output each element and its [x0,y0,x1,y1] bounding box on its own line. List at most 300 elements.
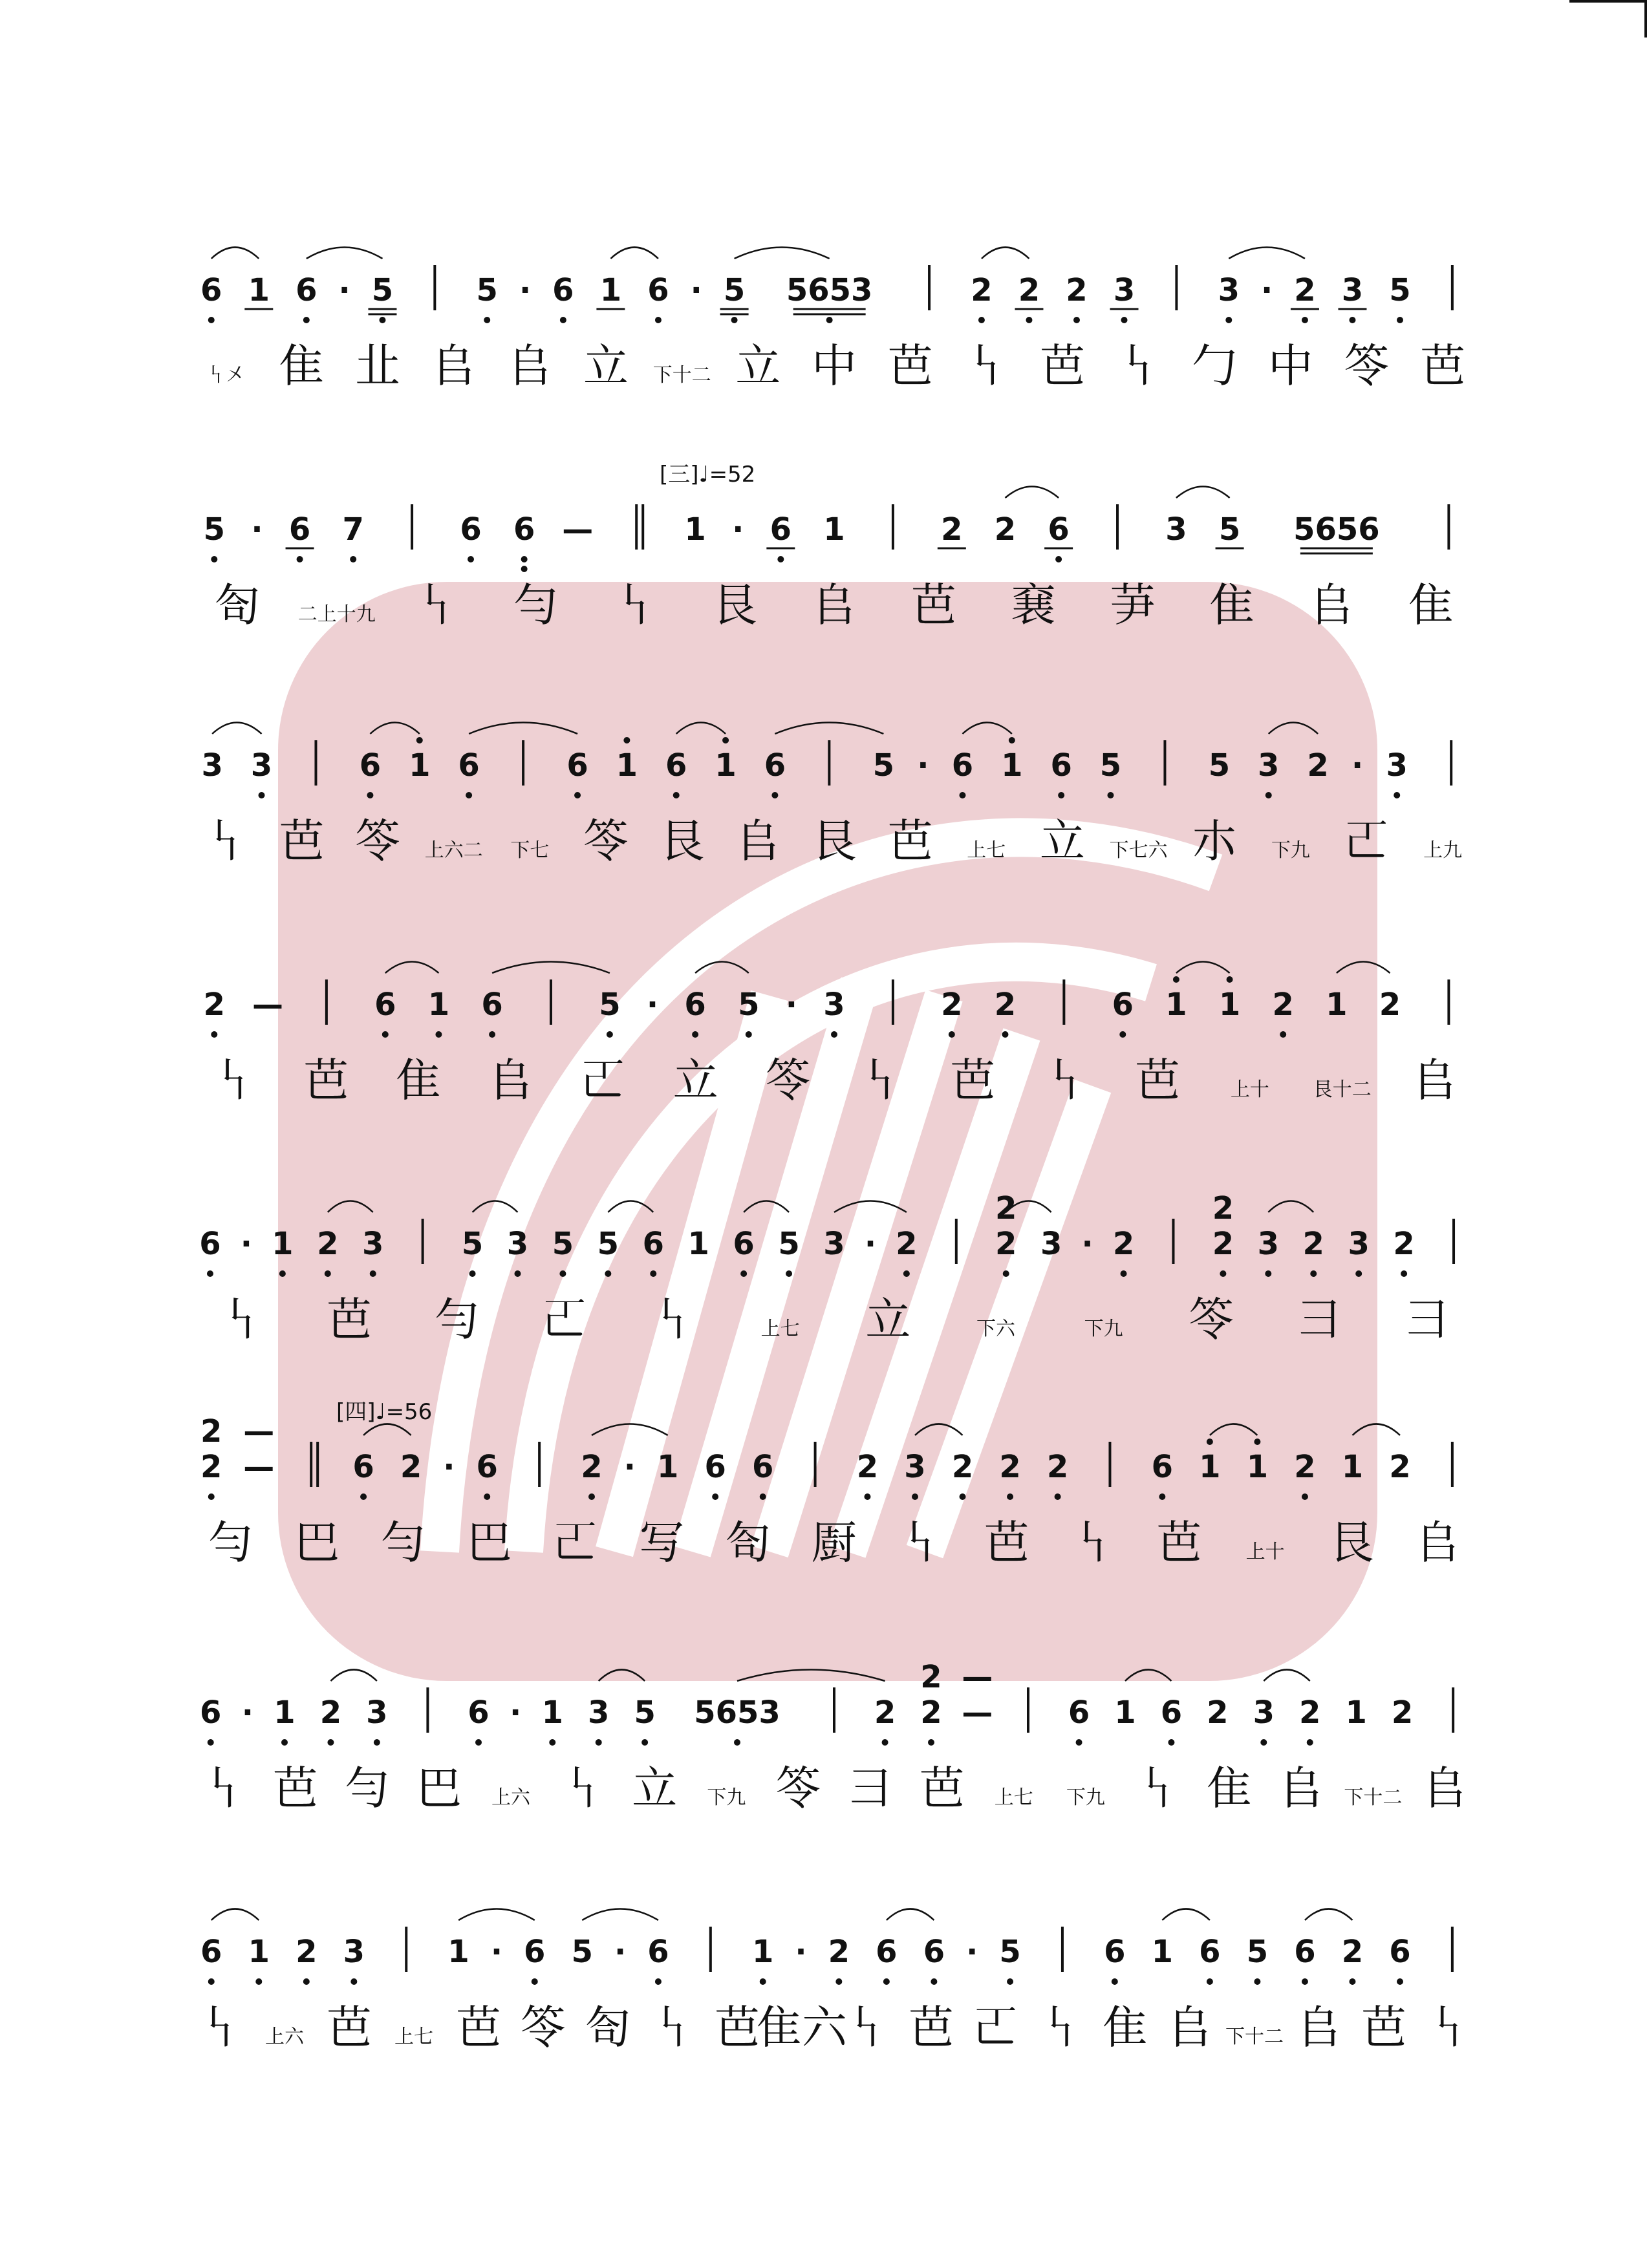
tablature-char: 𠃑 [844,2001,889,2054]
tablature-char: 𠃑 [197,2001,242,2054]
note: 5 [476,272,498,308]
tablature-char: 㐀 [355,339,401,392]
tablature-char: 芭 [272,1762,318,1815]
note: 6 [199,1226,221,1262]
octave-dot [1254,1978,1260,1985]
tablature-char: 上七 [760,1318,800,1340]
slur [473,1201,518,1213]
octave-dot [835,1978,842,1985]
slur [307,248,383,259]
note: 6 [1112,987,1134,1023]
octave-dot [255,1978,262,1985]
octave-dot [760,1493,766,1500]
note: 2 [856,1449,879,1485]
tablature-char: 𠂤 [735,815,781,868]
note: 3 [1386,747,1408,784]
octave-dot [831,1031,837,1038]
tablature-char: 𠂤 [1415,1516,1461,1569]
tablature-char: 隹 [396,1054,442,1107]
octave-dot [760,1978,766,1985]
note: 5 [1099,747,1122,784]
dash-mark: — [962,1695,993,1731]
octave-dot [826,317,833,323]
octave-dot [722,737,729,744]
octave-dot [1227,976,1233,983]
octave-dot [1026,317,1032,323]
octave-dot [370,1270,376,1277]
note: 6 [200,1934,222,1970]
tablature-char: 下九 [1066,1786,1105,1809]
slur [492,962,610,974]
note: 1 [687,1226,709,1262]
rhythm-dot: · [795,1934,807,1970]
octave-dot [1002,1031,1008,1038]
note: 1 [1165,987,1187,1023]
note: 3 [343,1934,365,1970]
octave-dot [574,792,581,798]
tablature-char: 上七 [967,839,1006,862]
octave-dot [208,1739,214,1746]
note: 6 [923,1934,945,1970]
tablature-char: 𠂤 [431,339,477,392]
system-1 [200,248,1465,393]
octave-dot [734,1739,740,1746]
slur [982,248,1029,259]
octave-dot [1397,317,1403,323]
tablature-char: 上十 [1245,1541,1285,1563]
note: 6 [770,511,792,548]
note: 5653 [786,272,873,308]
note: 6 [524,1934,546,1970]
note: 5 [1389,272,1411,308]
octave-dot [605,1270,611,1277]
note: 3 [250,747,273,784]
note: 6 [704,1449,726,1485]
rhythm-dot: · [490,1934,503,1970]
octave-dot [1355,1270,1362,1277]
slur [330,1670,376,1682]
system-8 [197,1909,1471,2055]
octave-dot [588,1493,595,1500]
tablature-char: 下六 [976,1318,1015,1340]
tablature-char: 𠃑 [560,1762,606,1815]
tablature-char: 隹六 [757,2001,847,2054]
tablature-char: 下七六 [1109,839,1168,862]
tablature-char: 芭 [279,815,325,868]
tablature-char: 芭 [327,2001,372,2054]
note: 5 [552,1226,574,1262]
octave-dot [521,566,528,572]
note: 1 [823,511,845,548]
tablature-char: 上九 [1423,839,1463,862]
slur [735,248,830,259]
slur [1268,1201,1313,1213]
note: 1 [272,1226,294,1262]
octave-dot [931,1978,937,1985]
note: 2 [1112,1226,1135,1262]
tablature-char: 艮 [659,815,705,868]
note: 1 [1114,1695,1136,1731]
note: 6 [733,1226,755,1262]
octave-dot [1107,792,1114,798]
tablature-char: 𠃑㐅 [206,364,245,387]
tablature-char: 𠃑 [219,1293,264,1346]
octave-dot [208,1493,215,1500]
note: 6 [1050,747,1072,784]
chord-note: 2 [200,1413,222,1450]
octave-dot [327,1739,334,1746]
tablature-char: 下九 [1271,839,1310,862]
octave-dot [786,1270,792,1277]
octave-dot [912,1493,918,1500]
note: 3 [201,747,223,784]
note: 6 [476,1449,498,1485]
octave-dot [655,1978,662,1985]
octave-dot [1168,1739,1174,1746]
tablature-char: 㕑 [812,1516,857,1569]
slur [1269,723,1318,734]
octave-dot [281,1739,288,1746]
note: 6 [1160,1695,1183,1731]
note: 5 [1246,1934,1269,1970]
slur [695,962,749,974]
chord-note: — [962,1659,993,1695]
tablature-char: 勻 [344,1762,390,1815]
note: 6 [876,1934,898,1970]
octave-dot [1055,1493,1061,1500]
rhythm-dot: · [917,747,929,784]
slur [1162,1909,1210,1921]
tablature-char: 勻 [208,1516,253,1569]
note: 1 [447,1934,469,1970]
octave-dot [903,1270,910,1277]
octave-dot [532,1978,538,1985]
note: 2 [999,1449,1021,1485]
note: 6 [460,511,482,548]
slur [1305,1909,1353,1921]
note: 6 [1068,1695,1090,1731]
slur [1125,1670,1171,1682]
note: 3 [1218,272,1240,308]
octave-dot [367,792,373,798]
note: 3 [1258,747,1280,784]
octave-dot [1394,792,1400,798]
tablature-char: 艮 [812,815,857,868]
octave-dot [1073,317,1080,323]
tablature-char: 笭 [355,815,401,868]
note: 2 [1341,1934,1364,1970]
octave-dot [883,1978,890,1985]
octave-dot [740,1270,747,1277]
note: 6 [647,1934,669,1970]
tablature-char: 笭 [583,815,629,868]
note: 5653 [694,1695,780,1731]
octave-dot [1307,1739,1313,1746]
tablature-char: 艮 [712,579,758,632]
octave-dot [1207,1439,1213,1445]
note: 3 [823,987,845,1023]
octave-dot [1121,1270,1127,1277]
tablature-char: 𠂤 [1167,2001,1212,2054]
dash-mark: — [252,987,283,1023]
note: 1 [1001,747,1023,784]
note: 5 [634,1695,656,1731]
note: 2 [200,1449,222,1485]
octave-dot [374,1739,380,1746]
tablature-char: 笭 [1189,1293,1234,1346]
octave-dot [325,1270,331,1277]
note: 1 [752,1934,774,1970]
slur [775,723,883,734]
note: 3 [366,1695,388,1731]
slur [1176,487,1230,498]
tablature-char: 芭 [327,1293,372,1346]
chord-note: — [243,1413,275,1450]
rhythm-dot: · [623,1449,636,1485]
slur [458,1909,535,1921]
note: 3 [1040,1226,1062,1262]
tablature-char: 𠂤 [812,579,857,632]
rhythm-dot: · [510,1695,522,1731]
octave-dot [1159,1493,1165,1500]
tablature-char: 勻 [380,1516,426,1569]
slur [744,1201,789,1213]
slur [834,1201,907,1213]
tempo-marking: [四]♩=56 [336,1399,433,1425]
slur [887,1909,934,1921]
tablature-char: 上六 [265,2026,304,2048]
slur [592,1424,668,1436]
note: 6 [359,747,382,784]
note: 2 [1302,1226,1324,1262]
octave-dot [211,1031,217,1038]
dash-mark: — [243,1449,275,1485]
octave-dot [960,1493,966,1500]
note: 2 [1207,1695,1229,1731]
tablature-char: 芭 [1135,1054,1180,1107]
chord-note: 2 [995,1190,1017,1226]
slur [599,1670,645,1682]
system-7 [200,1659,1467,1815]
tablature-char: 𠃑 [202,815,248,868]
octave-dot [607,1031,613,1038]
note: 1 [541,1695,563,1731]
tablature-char: 㐮 [1010,579,1056,632]
note: 5 [371,272,394,308]
tablature-char: 芭 [909,2001,954,2054]
octave-dot [466,792,472,798]
note: 1 [1341,1449,1364,1485]
tablature-char: 𠀀 [1344,815,1390,868]
tablature-char: 芭 [887,339,933,392]
tablature-char: 𠂤 [1422,1762,1468,1815]
note: 2 [1391,1695,1414,1731]
tablature-char: 立 [865,1293,911,1346]
octave-dot [641,1739,648,1746]
rhythm-dot: · [646,987,659,1023]
octave-dot [489,1031,495,1038]
tablature-char: 𠀀 [580,1054,626,1107]
slur [1005,487,1059,498]
slur [610,248,658,259]
tablature-char: 匌 [725,1516,771,1569]
tablature-char: 艮 [1329,1516,1374,1569]
note: 3 [1341,272,1364,308]
note: 1 [715,747,737,784]
tablature-char: 匌 [214,579,260,632]
note: 6 [458,747,480,784]
note: 5 [461,1226,484,1262]
tablature-char: 𠃑 [650,2001,695,2054]
note: 5 [571,1934,593,1970]
octave-dot [1260,1739,1267,1746]
octave-dot [484,317,490,323]
rhythm-dot: · [690,272,702,308]
note: 3 [588,1695,610,1731]
rhythm-dot: · [732,511,744,548]
note: 2 [896,1226,918,1262]
tablature-char: 𠃑 [857,1054,903,1107]
octave-dot [1397,1978,1403,1985]
note: 6 [642,1226,664,1262]
note: 1 [1246,1449,1269,1485]
octave-dot [1003,1270,1009,1277]
octave-dot [949,1031,955,1038]
tablature-char: 芭 [1039,339,1085,392]
octave-dot [731,317,738,323]
tablature-char: 𠂤 [1278,1762,1324,1815]
tablature-char: 中 [1267,339,1313,392]
system-5 [199,1190,1454,1346]
octave-dot [650,1270,656,1277]
note: 2 [1212,1226,1234,1262]
tablature-char: 二上十九 [297,603,376,626]
tablature-char: 隹 [1207,1762,1253,1815]
tablature-char: 𠂤 [1297,2001,1342,2054]
system-6 [200,1399,1460,1569]
tablature-char: 𠃑 [963,339,1009,392]
slur [676,723,726,734]
octave-dot [864,1493,870,1500]
octave-dot [484,1493,490,1500]
slur [1176,962,1230,974]
tablature-char: 上十 [1230,1078,1269,1101]
rhythm-dot: · [785,987,798,1023]
octave-dot [1265,792,1272,798]
tablature-char: 芭 [1420,339,1466,392]
tablature-char: 芭 [715,2001,760,2054]
tablature-char: 上六二 [424,839,483,862]
note: 3 [362,1226,384,1262]
tablature-char: 勹 [1192,339,1238,392]
note: 1 [684,511,706,548]
tablature-char: 𠂤 [488,1054,533,1107]
note: 2 [1294,272,1316,308]
note: 5 [999,1934,1021,1970]
slur [608,1201,653,1213]
tablature-char: 隹 [1103,2001,1148,2054]
tablature-char: 立 [735,339,781,392]
note: 5656 [1293,511,1380,548]
note: 2 [317,1226,339,1262]
note: 5 [1208,747,1231,784]
octave-dot [777,556,784,562]
tablature-char: 芭 [456,2001,501,2054]
system-3 [201,723,1462,868]
note: 6 [1294,1934,1316,1970]
tablature-char: 𠂤 [507,339,553,392]
dash-mark: — [562,511,594,548]
octave-dot [928,1739,934,1746]
octave-dot [1349,1978,1355,1985]
tablature-char: 巴 [466,1516,512,1569]
tablature-char: 立 [1039,815,1085,868]
octave-dot [549,1739,555,1746]
octave-dot [1220,1270,1226,1277]
tablature-char: 𠃑 [1038,2001,1083,2054]
note: 3 [823,1226,845,1262]
note: 2 [581,1449,603,1485]
note: 6 [200,272,222,308]
octave-dot [382,1031,389,1038]
note: 3 [506,1226,529,1262]
slur [1264,1670,1309,1682]
note: 2 [941,987,963,1023]
octave-dot [959,792,965,798]
note: 5 [599,987,621,1023]
octave-dot [350,556,356,562]
note: 1 [409,747,431,784]
tablature-char: 下十二 [652,364,711,387]
octave-dot [1254,1439,1260,1445]
note: 3 [904,1449,926,1485]
tablature-char: 笭 [521,2001,566,2054]
tablature-char: 𠃑 [1042,1054,1088,1107]
octave-dot [1009,737,1015,744]
note: 2 [994,511,1017,548]
note: 2 [951,1449,974,1485]
tablature-char: 勻 [434,1293,480,1346]
octave-dot [259,792,265,798]
note: 6 [1199,1934,1221,1970]
note: 5 [723,272,746,308]
octave-dot [1076,1739,1082,1746]
slur [211,248,259,259]
octave-dot [303,317,310,323]
octave-dot [303,1978,310,1985]
note: 2 [319,1695,342,1731]
system-2 [204,462,1454,632]
slur [1352,1424,1400,1436]
note: 3 [1253,1695,1275,1731]
note: 2 [920,1695,942,1731]
octave-dot [1007,1978,1013,1985]
octave-dot [1055,556,1062,562]
octave-dot [1207,1978,1213,1985]
note: 2 [1393,1226,1415,1262]
note: 1 [1326,987,1348,1023]
note: 6 [296,272,318,308]
note: 2 [1272,987,1294,1023]
octave-dot [360,1493,367,1500]
note: 3 [1257,1226,1280,1262]
note: 2 [971,272,993,308]
tablature-char: 匌 [585,2001,630,2054]
tablature-char: 隹 [279,339,325,392]
note: 2 [1294,1449,1316,1485]
tablature-char: 隹 [1209,579,1255,632]
note: 2 [828,1934,850,1970]
